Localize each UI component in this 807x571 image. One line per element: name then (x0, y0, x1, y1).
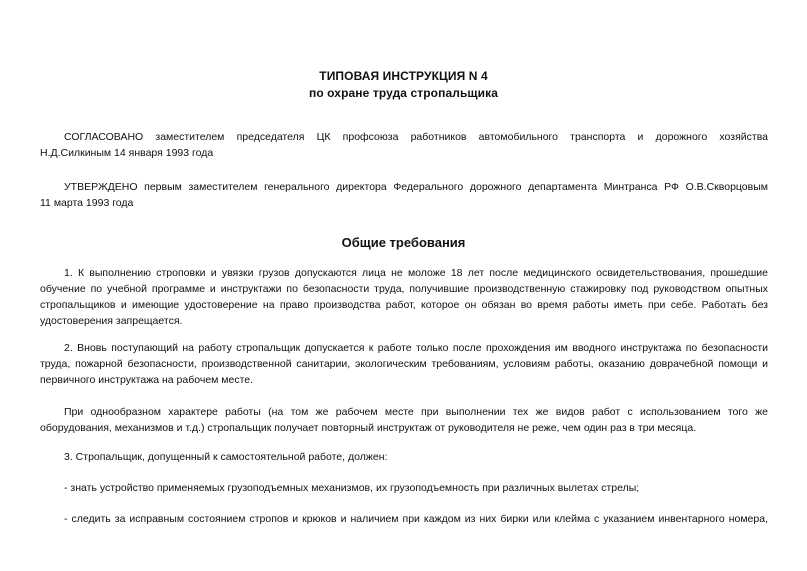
document-subtitle: по охране труда стропальщика (308, 86, 499, 100)
agreed-block (40, 129, 768, 161)
paragraph-line: первичного инструктажа на рабочем месте. (40, 374, 254, 386)
paragraph-2 (40, 340, 768, 388)
paragraph-4 (40, 449, 768, 465)
paragraph-line: труда, пожарной безопасности, производственной санитарии, экологическим требованиям, условиям работы, оказанию доврачебной помощи и (40, 358, 768, 370)
paragraph-line: обучение по учебной программе и инструктажи по безопасности труда, получившие производственную стажировку под руководством опытных (40, 283, 768, 295)
agreed-line-2: Н.Д.Силкиным 14 января 1993 года (40, 147, 214, 159)
paragraph-5 (40, 480, 768, 496)
paragraph-6 (40, 511, 768, 527)
paragraph-1 (40, 265, 768, 329)
paragraph-line: 2. Вновь поступающий на работу стропальщик допускается к работе только после прохождения им вводного инструктажа по безопасности (64, 342, 768, 354)
approved-line-2: 11 марта 1993 года (40, 197, 134, 209)
paragraph-line: оборудования, механизмов и т.д.) стропальщик получает повторный инструктаж от руководителя не реже, чем один раз в три месяца. (40, 422, 697, 434)
paragraph-line: При однообразном характере работы (на том же рабочем месте при выполнении тех же видов работ с использованием того же (64, 406, 768, 418)
paragraph-line: удостоверения запрещается. (40, 315, 183, 327)
approved-block (40, 179, 768, 211)
approved-line-1: УТВЕРЖДЕНО первым заместителем генерального директора Федерального дорожного департамента Минтранса РФ О.В.Скворцовым (64, 181, 768, 193)
section-heading: Общие требования (341, 235, 466, 250)
paragraph-3 (40, 404, 768, 436)
paragraph-line: стропальщиков и имеющие удостоверение на право производства работ, которое он обязан во время работы иметь при себе. Работать без (40, 299, 768, 311)
paragraph-line: 1. К выполнению строповки и увязки грузов допускаются лица не моложе 18 лет после медицинского освидетельствования, прошедшие (64, 267, 768, 279)
document-title: ТИПОВАЯ ИНСТРУКЦИЯ N 4 (319, 69, 488, 83)
agreed-line-1: СОГЛАСОВАНО заместителем председателя ЦК профсоюза работников автомобильного транспорта и дорожного хозяйства (64, 131, 768, 143)
paragraph-line: - знать устройство применяемых грузоподъемных механизмов, их грузоподъемность при различных вылетах стрелы; (64, 482, 640, 494)
paragraph-line: 3. Стропальщик, допущенный к самостоятельной работе, должен: (64, 451, 388, 463)
paragraph-line: - следить за исправным состоянием стропов и крюков и наличием при каждом из них бирки или клейма с указанием инвентарного номера, (64, 513, 768, 525)
